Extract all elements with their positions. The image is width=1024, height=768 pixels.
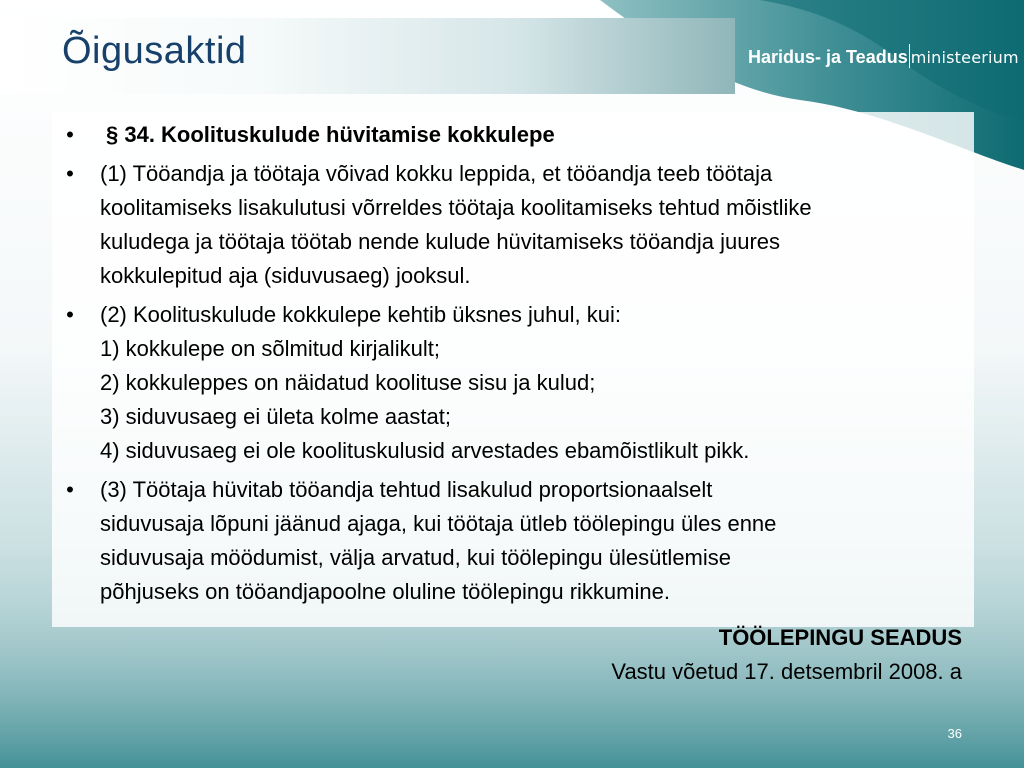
- logo-divider: [909, 44, 910, 68]
- source-title: TÖÖLEPINGU SEADUS: [718, 625, 962, 650]
- logo-text-primary: Haridus- ja Teadus: [748, 47, 908, 67]
- paragraph-line: koolitamiseks lisakulutusi võrreldes töötaja koolitamiseks tehtud mõistlike: [100, 195, 812, 220]
- paragraph-line: 3) siduvusaeg ei ületa kolme aastat;: [100, 404, 451, 429]
- paragraph-line: 2) kokkuleppes on näidatud koolituse sisu ja kulud;: [100, 370, 596, 395]
- paragraph-line: põhjuseks on tööandjapoolne oluline töölepingu rikkumine.: [100, 579, 670, 604]
- paragraph-line: kokkulepitud aja (siduvusaeg) jooksul.: [100, 263, 471, 288]
- source-date: Vastu võetud 17. detsembril 2008. a: [611, 659, 962, 684]
- bullet-icon: •: [66, 477, 74, 502]
- bullet-icon: •: [66, 161, 74, 186]
- list-item: [60, 473, 960, 609]
- list-item: [60, 118, 960, 152]
- paragraph-line: siduvusaja lõpuni jäänud ajaga, kui töötaja ütleb töölepingu üles enne: [100, 511, 777, 536]
- bullet-list: [60, 118, 960, 614]
- section-heading: § 34. Koolituskulude hüvitamise kokkulepe: [106, 122, 555, 147]
- paragraph-line: (3) Töötaja hüvitab tööandja tehtud lisakulud proportsionaalselt: [100, 477, 713, 502]
- list-item: [60, 157, 960, 293]
- ministry-logo: [748, 44, 1019, 68]
- logo-text-secondary: ministeerium: [910, 48, 1019, 67]
- paragraph-line: (1) Tööandja ja töötaja võivad kokku leppida, et tööandja teeb töötaja: [100, 161, 773, 186]
- paragraph-line: kuludega ja töötaja töötab nende kulude hüvitamiseks tööandja juures: [100, 229, 781, 254]
- paragraph-line: siduvusaja möödumist, välja arvatud, kui töölepingu ülesütlemise: [100, 545, 732, 570]
- bullet-icon: •: [66, 122, 74, 147]
- paragraph-line: 4) siduvusaeg ei ole koolituskulusid arvestades ebamõistlikult pikk.: [100, 438, 750, 463]
- page-number: 36: [947, 726, 962, 741]
- bullet-icon: •: [66, 302, 74, 327]
- paragraph-line: (2) Koolituskulude kokkulepe kehtib üksnes juhul, kui:: [100, 302, 621, 327]
- slide-title: Õigusaktid: [62, 30, 247, 72]
- list-item: [60, 298, 960, 468]
- paragraph-line: 1) kokkulepe on sõlmitud kirjalikult;: [100, 336, 440, 361]
